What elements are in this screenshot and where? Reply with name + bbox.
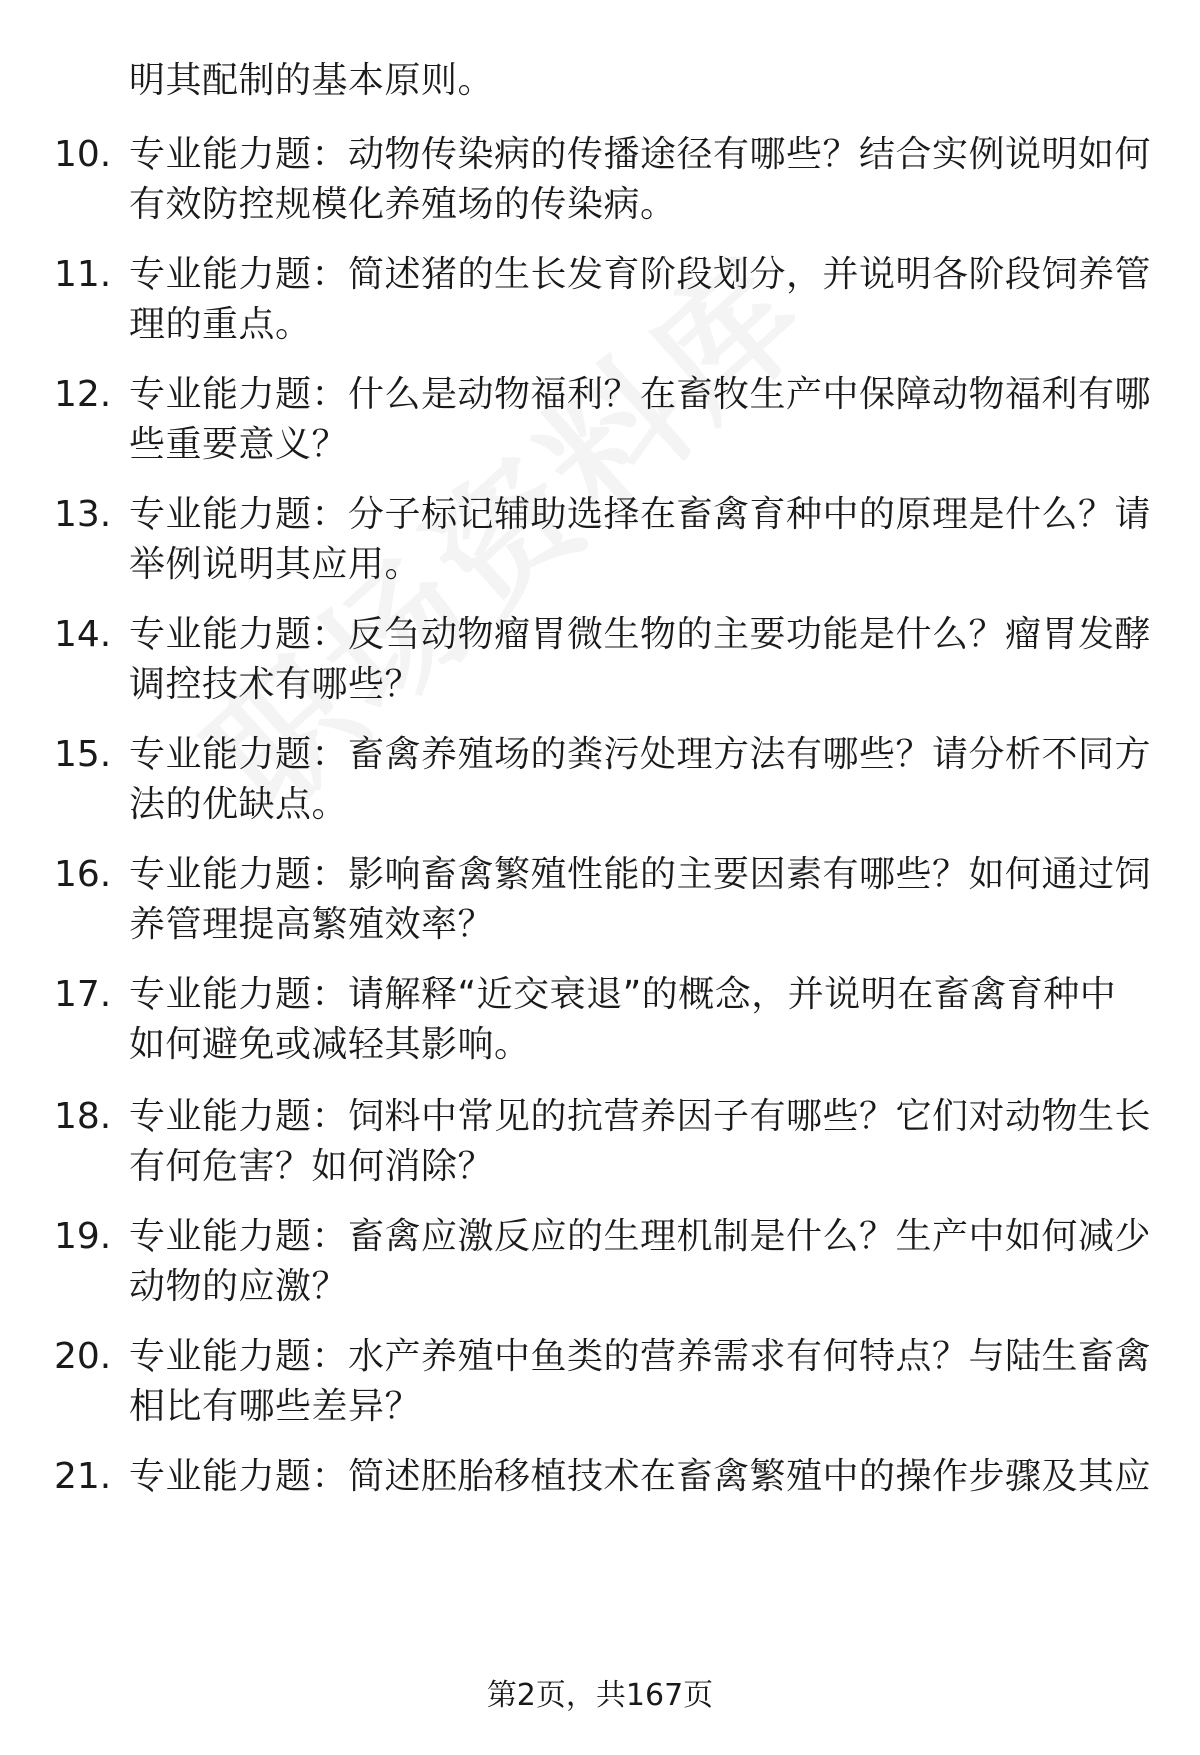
question-text bbox=[129, 850, 1152, 950]
question-text bbox=[129, 1212, 1152, 1312]
question-line: 专业能力题：饲料中常见的抗营养因子有哪些？它们对动物生长 bbox=[129, 1096, 1152, 1137]
question-text bbox=[129, 730, 1152, 830]
question-text bbox=[129, 130, 1152, 230]
question-number: 14. bbox=[54, 614, 112, 655]
question-item bbox=[0, 130, 1200, 230]
question-line: 调控技术有哪些？ bbox=[129, 664, 422, 705]
question-line: 法的优缺点。 bbox=[129, 784, 349, 825]
question-item bbox=[0, 250, 1200, 350]
question-line: 举例说明其应用。 bbox=[129, 544, 422, 585]
question-item bbox=[0, 610, 1200, 710]
question-line: 专业能力题：什么是动物福利？在畜牧生产中保障动物福利有哪 bbox=[129, 374, 1152, 415]
question-text bbox=[129, 610, 1152, 710]
question-number: 11. bbox=[54, 254, 112, 295]
question-number: 12. bbox=[54, 374, 112, 415]
question-number: 15. bbox=[54, 734, 112, 775]
question-line: 些重要意义？ bbox=[129, 424, 349, 465]
question-item bbox=[0, 850, 1200, 950]
question-line: 专业能力题：影响畜禽繁殖性能的主要因素有哪些？如何通过饲 bbox=[129, 854, 1152, 895]
question-item bbox=[0, 1452, 1200, 1552]
page-number-footer: 第2页，共167页 bbox=[486, 1678, 714, 1713]
question-line: 专业能力题：简述胚胎移植技术在畜禽繁殖中的操作步骤及其应 bbox=[129, 1456, 1152, 1497]
question-number: 13. bbox=[54, 494, 112, 535]
question-line: 相比有哪些差异？ bbox=[129, 1386, 422, 1427]
question-text bbox=[129, 970, 1139, 1070]
question-line: 专业能力题：简述猪的生长发育阶段划分，并说明各阶段饲养管 bbox=[129, 254, 1152, 295]
question-line: 养管理提高繁殖效率？ bbox=[129, 904, 495, 945]
question-item bbox=[0, 970, 1200, 1070]
question-number: 20. bbox=[54, 1336, 112, 1377]
question-line: 专业能力题：畜禽养殖场的粪污处理方法有哪些？请分析不同方 bbox=[129, 734, 1152, 775]
question-text bbox=[129, 1452, 1152, 1502]
question-line: 动物的应激？ bbox=[129, 1266, 349, 1307]
question-number: 21. bbox=[54, 1456, 112, 1497]
question-number: 18. bbox=[54, 1096, 112, 1137]
question-item bbox=[0, 490, 1200, 590]
question-line: 有效防控规模化养殖场的传染病。 bbox=[129, 184, 677, 225]
question-number: 10. bbox=[54, 134, 112, 175]
question-text bbox=[129, 1332, 1152, 1432]
question-text bbox=[129, 250, 1152, 350]
question-item bbox=[0, 1332, 1200, 1432]
question-item bbox=[0, 730, 1200, 830]
question-item bbox=[0, 370, 1200, 470]
question-text bbox=[129, 1092, 1152, 1192]
question-line: 专业能力题：请解释“近交衰退”的概念，并说明在畜禽育种中 bbox=[129, 974, 1117, 1015]
question-line: 专业能力题：动物传染病的传播途径有哪些？结合实例说明如何 bbox=[129, 134, 1152, 175]
question-number: 16. bbox=[54, 854, 112, 895]
question-line: 理的重点。 bbox=[129, 304, 312, 345]
question-text bbox=[129, 490, 1152, 590]
question-line: 专业能力题：水产养殖中鱼类的营养需求有何特点？与陆生畜禽 bbox=[129, 1336, 1152, 1377]
question-line: 专业能力题：畜禽应激反应的生理机制是什么？生产中如何减少 bbox=[129, 1216, 1152, 1257]
question-line: 如何避免或减轻其影响。 bbox=[129, 1024, 531, 1065]
continuation-text: 明其配制的基本原则。 bbox=[129, 60, 495, 101]
question-number: 17. bbox=[54, 974, 112, 1015]
question-line: 专业能力题：反刍动物瘤胃微生物的主要功能是什么？瘤胃发酵 bbox=[129, 614, 1152, 655]
question-text bbox=[129, 370, 1152, 470]
question-number: 19. bbox=[54, 1216, 112, 1257]
question-line: 专业能力题：分子标记辅助选择在畜禽育种中的原理是什么？请 bbox=[129, 494, 1152, 535]
question-item bbox=[0, 1212, 1200, 1312]
question-line: 有何危害？如何消除？ bbox=[129, 1146, 495, 1187]
question-item bbox=[0, 1092, 1200, 1192]
